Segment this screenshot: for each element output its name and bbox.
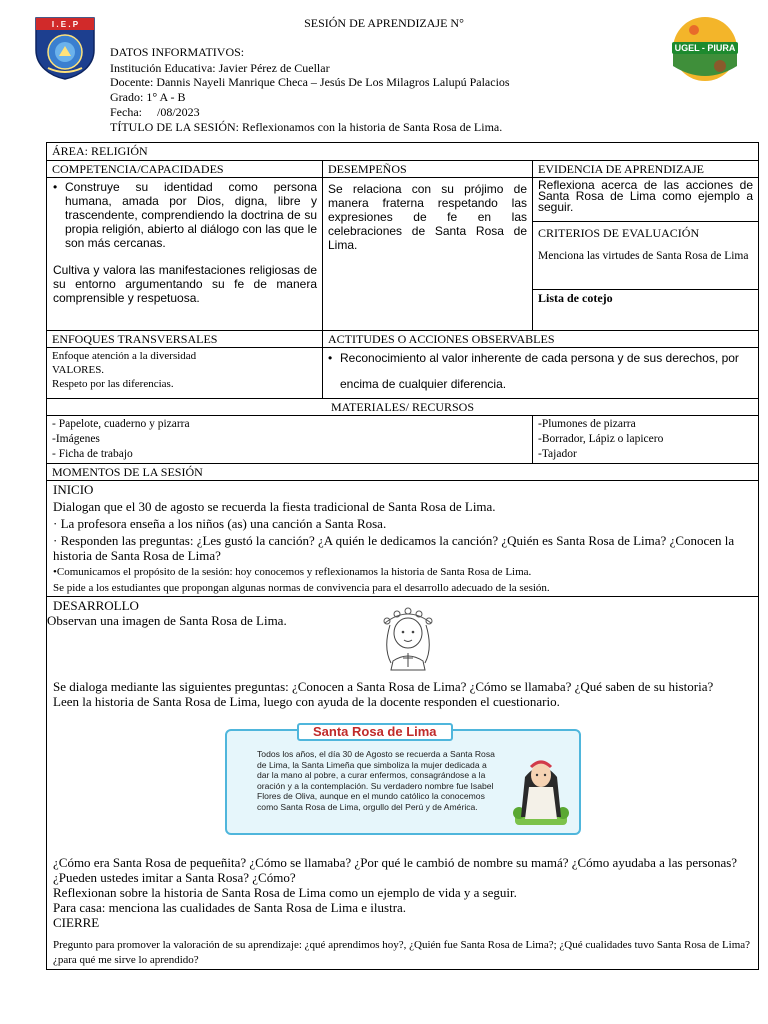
santa-rosa-story-image [509, 747, 573, 827]
institucion-line: Institución Educativa: Javier Pérez de Cuellar [110, 61, 330, 75]
enfoques-header: ENFOQUES TRANSVERSALES [47, 331, 323, 348]
area-cell: ÁREA: RELIGIÓN [47, 143, 759, 161]
desarrollo-line: Reflexionan sobre la historia de Santa Rosa de Lima como un ejemplo de vida y a seguir. [53, 885, 517, 900]
actitud-item-continued: encima de cualquier diferencia. [340, 377, 507, 391]
fecha-line: Fecha: /08/2023 [110, 105, 200, 119]
desempenos-header: DESEMPEÑOS [323, 161, 533, 178]
ugel-piura-logo [668, 16, 742, 82]
capacidad-item: Cultiva y valora las manifestaciones religiosas de su entorno argumentando su fe de manera comprensible y respetuosa. [53, 263, 317, 305]
material-item: -Borrador, Lápiz o lapicero [538, 433, 664, 445]
enfoques-cell [47, 348, 323, 399]
valores-label: VALORES. [52, 364, 105, 376]
material-item: -Imágenes [52, 433, 100, 445]
desarrollo-line: Se dialoga mediante las siguientes preguntas: ¿Conocen a Santa Rosa de Lima? ¿Cómo se llamaba? ¿Qué saben de su historia? [53, 679, 714, 694]
desarrollo-line: Para casa: menciona las cualidades de Santa Rosa de Lima e ilustra. [53, 900, 407, 915]
material-item: -Plumones de pizarra [538, 418, 636, 430]
inicio-line: · La profesora enseña a los niños (as) una canción a Santa Rosa. [53, 516, 387, 531]
criterios-text: Menciona las virtudes de Santa Rosa de Lima [538, 250, 749, 262]
competencias-cell [47, 178, 323, 331]
story-title: Santa Rosa de Lima [297, 723, 453, 741]
titulo-sesion-line: TÍTULO DE LA SESIÓN: Reflexionamos con la historia de Santa Rosa de Lima. [110, 120, 503, 134]
inicio-line: · Responden las preguntas: ¿Les gustó la canción? ¿A quién le dedicamos la canción? ¿Quién es Santa Rosa de Lima? ¿Conocen la historia de Santa Rosa de Lima? [53, 533, 735, 563]
materiales-header: MATERIALES/ RECURSOS [47, 399, 759, 416]
competencia-item: • Construye su identidad como persona humana, amada por Dios, digna, libre y trascendente, comprendiendo la doctrina de su propia religión, abierto al diálogo con las que le son más cercanas. [53, 180, 317, 250]
ugel-logo-text: UGEL - PIURA [674, 43, 736, 53]
desarrollo-line: Observan una imagen de Santa Rosa de Lima. [47, 613, 287, 628]
docente-line: Docente: Dannis Nayeli Manrique Checa – Jesús De Los Milagros Lalupú Palacios [110, 75, 510, 89]
materiales-right-cell [533, 416, 759, 464]
inicio-line: •Comunicamos el propósito de la sesión: hoy conocemos y reflexionamos la historia de Santa Rosa de Lima. [53, 566, 532, 578]
enfoque-text: Enfoque atención a la diversidad [52, 350, 197, 362]
materiales-left-cell [47, 416, 533, 464]
inicio-title: INICIO [53, 482, 94, 497]
story-text: Todos los años, el día 30 de Agosto se recuerda a Santa Rosa de Lima, la Santa Limeña que simboliza la mujer dedicada a dar la mano al pobre, a curar enfermos, consagrándose a la oración y a la contemplación. Su verdadero nombre fue Isabel Flores de Oliva, aunque en el mundo católico la conocemos como Santa Rosa de Lima, orgullo del Perú y de América. [257, 749, 495, 812]
desarrollo-cell [47, 597, 759, 970]
session-table [46, 142, 759, 970]
datos-informativos-title: DATOS INFORMATIVOS: [110, 45, 245, 59]
grado-line: Grado: 1° A - B [110, 90, 186, 104]
instrumento-cell: Lista de cotejo [533, 290, 759, 331]
desarrollo-line: Leen la historia de Santa Rosa de Lima, luego con ayuda de la docente responden el cuestionario. [53, 694, 560, 709]
inicio-cell [47, 481, 759, 597]
competencias-header: COMPETENCIA/CAPACIDADES [47, 161, 323, 178]
material-item: - Ficha de trabajo [52, 448, 133, 460]
momentos-header: MOMENTOS DE LA SESIÓN [47, 464, 759, 481]
santa-rosa-illustration [373, 603, 443, 671]
criterios-cell [533, 222, 759, 290]
cierre-title: CIERRE [53, 915, 100, 930]
material-item: - Papelote, cuaderno y pizarra [52, 418, 190, 430]
evidencia-text: Reflexiona acerca de las acciones de Santa Rosa de Lima como ejemplo a seguir. [538, 178, 754, 214]
desempeno-text: Se relaciona con su prójimo de manera fraterna respetando las expresiones de fe en las celebraciones de Santa Rosa de Lima. [328, 182, 527, 252]
document-title: SESIÓN DE APRENDIZAJE N° [304, 16, 464, 30]
story-card [225, 724, 581, 835]
inicio-line: Se pide a los estudiantes que propongan algunas normas de convivencia para el desarrollo adecuado de la sesión. [53, 582, 550, 594]
criterios-header: CRITERIOS DE EVALUACIÓN [538, 226, 700, 240]
evidencia-cell [533, 178, 759, 222]
actitudes-header: ACTITUDES O ACCIONES OBSERVABLES [323, 331, 759, 348]
cierre-line: Pregunto para promover la valoración de su aprendizaje: ¿qué aprendimos hoy?, ¿Quién fue Santa Rosa de Lima?; ¿Qué cualidades tuvo Santa Rosa de Lima? ¿para qué me sirve lo aprendido? [53, 939, 751, 966]
valor-text: Respeto por las diferencias. [52, 378, 174, 390]
inicio-line: Dialogan que el 30 de agosto se recuerda la fiesta tradicional de Santa Rosa de Lima. [53, 499, 496, 514]
actitud-item: • Reconocimiento al valor inherente de cada persona y de sus derechos, por [328, 351, 753, 365]
svg-text:I . E . P: I . E . P [51, 20, 79, 29]
school-logo [34, 16, 96, 80]
desarrollo-title: DESARROLLO [53, 598, 139, 613]
material-item: -Tajador [538, 448, 577, 460]
evidencia-header: EVIDENCIA DE APRENDIZAJE [533, 161, 759, 178]
desempenos-cell [323, 178, 533, 331]
desarrollo-line: ¿Cómo era Santa Rosa de pequeñita? ¿Cómo se llamaba? ¿Por qué le cambió de nombre su mamá? ¿Cómo ayudaba a las personas? ¿Pueden ustedes imitar a Santa Rosa? ¿Cómo? [53, 855, 738, 885]
actitudes-cell [323, 348, 759, 399]
